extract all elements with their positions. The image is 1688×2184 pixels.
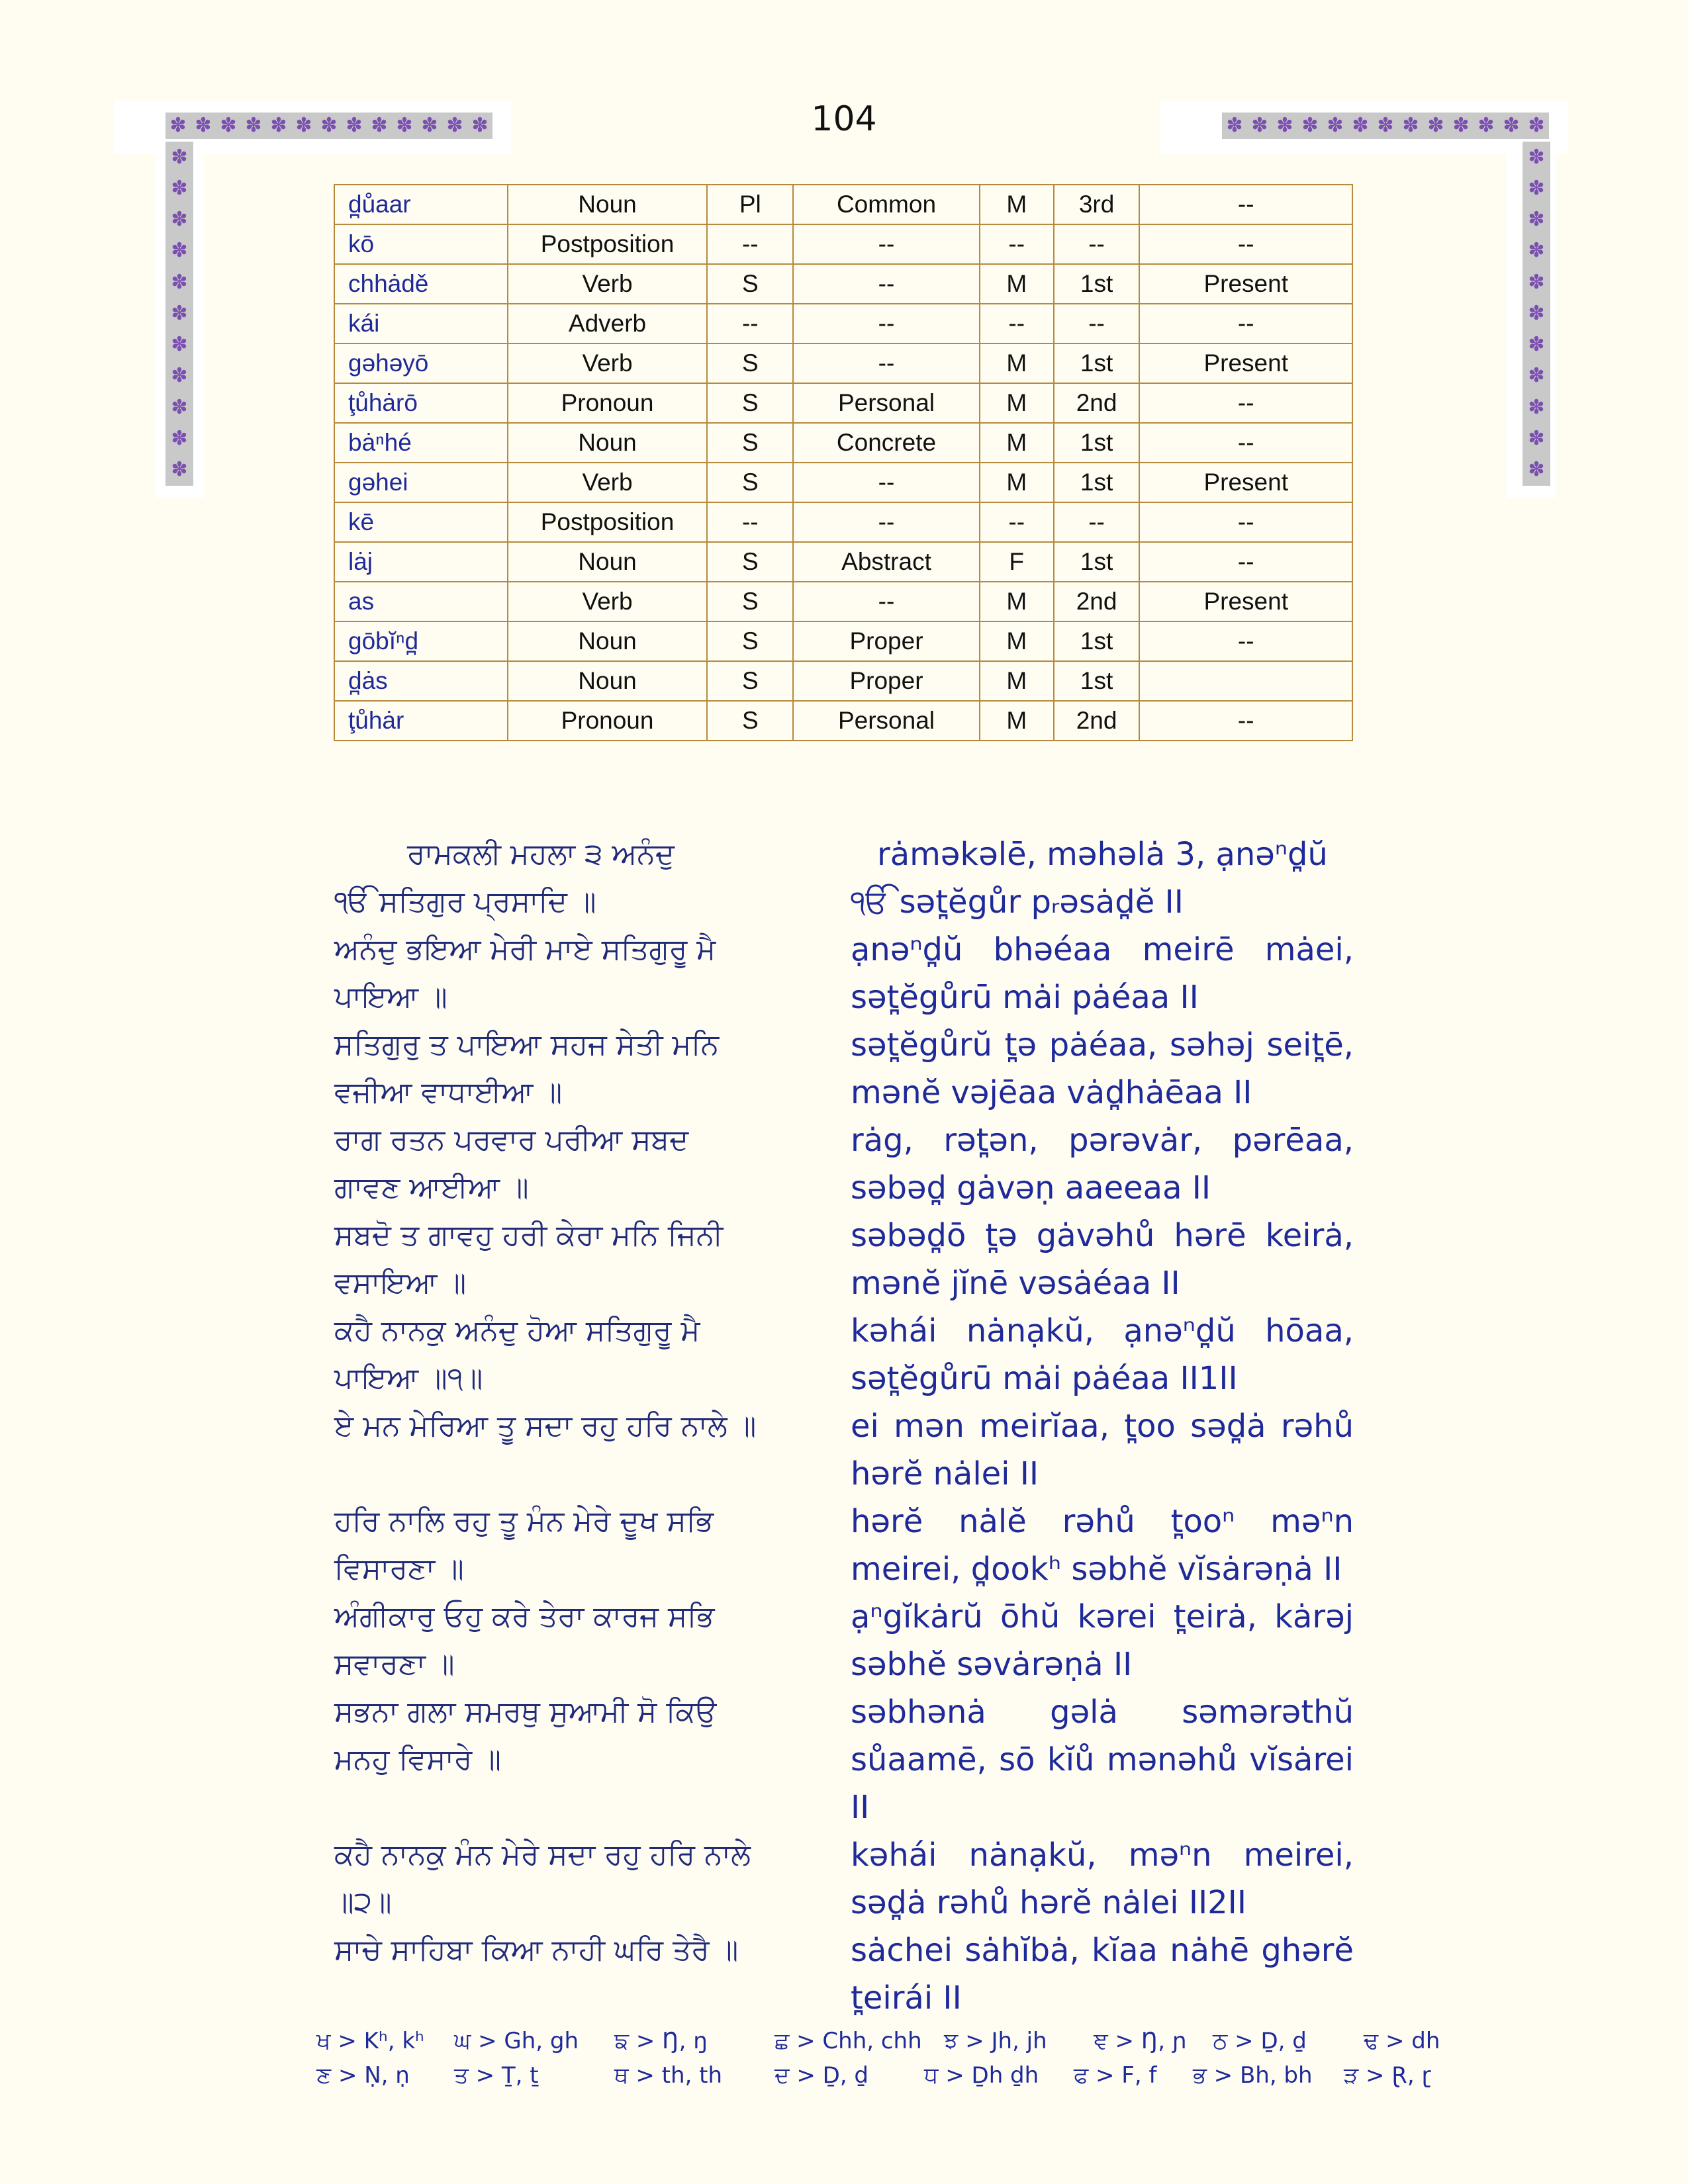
part-of-speech-cell: Postposition <box>508 224 708 264</box>
person-cell: 1st <box>1054 343 1140 383</box>
type-cell: -- <box>793 502 980 542</box>
purple-flower-icon: ✽ <box>1402 114 1419 137</box>
transliteration-text: rȧməkəlē, məhəlȧ 3, ạnəⁿd̪ŭ <box>877 836 1328 873</box>
tense-cell: Present <box>1139 582 1352 621</box>
verse-line <box>334 1831 1354 1927</box>
key-item: ਥ > th, th <box>614 2062 723 2089</box>
purple-flower-icon: ✽ <box>220 114 237 137</box>
flower-strip-top-right <box>1222 113 1549 139</box>
key-item: ਢ > dh <box>1364 2028 1440 2054</box>
part-of-speech-cell: Pronoun <box>508 701 708 741</box>
flower-strip-left <box>165 142 193 486</box>
word-cell: kō <box>334 224 508 264</box>
gender-cell: M <box>980 343 1054 383</box>
key-row <box>316 2058 1455 2093</box>
purple-flower-icon: ✽ <box>371 114 388 137</box>
part-of-speech-cell: Adverb <box>508 304 708 343</box>
purple-flower-icon: ✽ <box>346 114 363 137</box>
key-row <box>316 2024 1455 2058</box>
purple-flower-icon: ✽ <box>1276 114 1293 137</box>
number-cell: S <box>707 621 793 661</box>
tense-cell: -- <box>1139 423 1352 463</box>
transliteration-text: kəhái nȧnạkŭ, ạnəⁿd̪ŭ hōaa, sət̪ĕgůrū mȧi pȧéaa II1II <box>851 1312 1354 1397</box>
table-row <box>334 463 1352 502</box>
key-item: ੜ > Ɽ, ɽ <box>1344 2062 1431 2089</box>
gender-cell: M <box>980 582 1054 621</box>
purple-flower-icon: ✽ <box>171 427 188 451</box>
tense-cell: -- <box>1139 224 1352 264</box>
word-cell: chhȧdě <box>334 264 508 304</box>
transliteration-text: rȧg, rət̪ən, pərəvȧr, pərēaa, səbəd̪ gȧvəṇ aaeeaa II <box>851 1122 1354 1206</box>
transliteration-text: ạnəⁿd̪ŭ bhəéaa meirē mȧei, sət̪ĕgůrū mȧi pȧéaa II <box>851 931 1354 1016</box>
person-cell: 1st <box>1054 621 1140 661</box>
gender-cell: M <box>980 264 1054 304</box>
purple-flower-icon: ✽ <box>1528 364 1545 388</box>
verse-line <box>334 926 1354 1021</box>
verse-line <box>334 1593 1354 1688</box>
word-cell: ţůhȧrō <box>334 383 508 423</box>
purple-flower-icon: ✽ <box>1528 270 1545 294</box>
purple-flower-icon: ✽ <box>1427 114 1444 137</box>
table-row <box>334 343 1352 383</box>
gurmukhi-text: ਸਭਨਾ ਗਲਾ ਸਮਰਥੁ ਸੁਆਮੀ ਸੋ ਕਿਉ ਮਨਹੁ ਵਿਸਾਰੇ ॥ <box>334 1695 717 1776</box>
purple-flower-icon: ✽ <box>1226 114 1243 137</box>
gurmukhi-text: ਰਾਮਕਲੀ ਮਹਲਾ ੩ ਅਨੰਦੁ <box>407 837 675 871</box>
number-cell: S <box>707 463 793 502</box>
word-cell: d̪ůaar <box>334 185 508 224</box>
type-cell: Proper <box>793 621 980 661</box>
verse-line <box>334 1021 1354 1116</box>
gender-cell: -- <box>980 224 1054 264</box>
table-row <box>334 542 1352 582</box>
person-cell: -- <box>1054 502 1140 542</box>
purple-flower-icon: ✽ <box>1528 114 1545 137</box>
type-cell: -- <box>793 224 980 264</box>
key-item: ਞ > Ŋ, ɲ <box>1094 2028 1187 2054</box>
key-item: ਖ > Kʰ, kʰ <box>316 2028 424 2054</box>
transliteration-text: kəhái nȧnạkŭ, məⁿn meirei, səd̪ȧ rəhů hərĕ nȧlei II2II <box>851 1837 1354 1921</box>
key-item: ਘ > Gh, gh <box>454 2028 579 2054</box>
part-of-speech-cell: Noun <box>508 542 708 582</box>
purple-flower-icon: ✽ <box>171 458 188 482</box>
purple-flower-icon: ✽ <box>1452 114 1470 137</box>
gurmukhi-text: ਸਾਚੇ ਸਾਹਿਬਾ ਕਿਆ ਨਾਹੀ ਘਰਿ ਤੇਰੈ ॥ <box>334 1933 739 1967</box>
tense-cell: Present <box>1139 463 1352 502</box>
purple-flower-icon: ✽ <box>396 114 413 137</box>
purple-flower-icon: ✽ <box>1251 114 1268 137</box>
purple-flower-icon: ✽ <box>171 364 188 388</box>
table-row <box>334 701 1352 741</box>
gurmukhi-text: ਸਤਿਗੁਰੁ ਤ ਪਾਇਆ ਸਹਜ ਸੇਤੀ ਮਨਿ ਵਜੀਆ ਵਾਧਾਈਆ ॥ <box>334 1028 720 1109</box>
gender-cell: M <box>980 185 1054 224</box>
part-of-speech-cell: Verb <box>508 343 708 383</box>
word-cell: as <box>334 582 508 621</box>
key-item: ਠ > Ḏ, ḏ <box>1213 2028 1307 2054</box>
person-cell: 3rd <box>1054 185 1140 224</box>
verse-line <box>334 1116 1354 1212</box>
purple-flower-icon: ✽ <box>1528 145 1545 169</box>
type-cell: Personal <box>793 701 980 741</box>
type-cell: Abstract <box>793 542 980 582</box>
number-cell: -- <box>707 502 793 542</box>
purple-flower-icon: ✽ <box>171 270 188 294</box>
tense-cell <box>1139 661 1352 701</box>
type-cell: -- <box>793 304 980 343</box>
grammar-table <box>334 184 1353 741</box>
transliteration-text: ạⁿgĭkȧrŭ ōhŭ kərei t̪eirȧ, kȧrəj səbhĕ səvȧrəṇȧ II <box>851 1598 1354 1683</box>
purple-flower-icon: ✽ <box>1301 114 1319 137</box>
verse-line <box>334 878 1354 926</box>
gender-cell: M <box>980 463 1054 502</box>
purple-flower-icon: ✽ <box>1528 176 1545 200</box>
purple-flower-icon: ✽ <box>169 114 187 137</box>
page-number: 104 <box>811 99 877 139</box>
tense-cell: Present <box>1139 343 1352 383</box>
part-of-speech-cell: Noun <box>508 185 708 224</box>
word-cell: kē <box>334 502 508 542</box>
tense-cell: -- <box>1139 701 1352 741</box>
word-cell: kái <box>334 304 508 343</box>
gurmukhi-text: ਰਾਗ ਰਤਨ ਪਰਵਾਰ ਪਰੀਆ ਸਬਦ ਗਾਵਣ ਆਈਆ ॥ <box>334 1123 689 1205</box>
purple-flower-icon: ✽ <box>1528 458 1545 482</box>
key-item: ਫ > F, f <box>1074 2062 1157 2089</box>
purple-flower-icon: ✽ <box>195 114 212 137</box>
gender-cell: M <box>980 661 1054 701</box>
purple-flower-icon: ✽ <box>1377 114 1394 137</box>
gurmukhi-text: ਕਹੈ ਨਾਨਕੁ ਮੰਨ ਮੇਰੇ ਸਦਾ ਰਹੁ ਹਰਿ ਨਾਲੇ ॥੨॥ <box>334 1838 751 1919</box>
purple-flower-icon: ✽ <box>171 239 188 263</box>
gender-cell: M <box>980 701 1054 741</box>
number-cell: S <box>707 383 793 423</box>
number-cell: S <box>707 701 793 741</box>
gender-cell: -- <box>980 502 1054 542</box>
flower-strip-right <box>1523 142 1550 486</box>
table-row <box>334 264 1352 304</box>
tense-cell: Present <box>1139 264 1352 304</box>
key-item: ਧ > Ḏh ḏh <box>924 2062 1039 2089</box>
person-cell: 2nd <box>1054 582 1140 621</box>
person-cell: 1st <box>1054 542 1140 582</box>
person-cell: -- <box>1054 224 1140 264</box>
purple-flower-icon: ✽ <box>171 395 188 419</box>
number-cell: S <box>707 343 793 383</box>
part-of-speech-cell: Pronoun <box>508 383 708 423</box>
purple-flower-icon: ✽ <box>1503 114 1520 137</box>
part-of-speech-cell: Verb <box>508 582 708 621</box>
number-cell: Pl <box>707 185 793 224</box>
purple-flower-icon: ✽ <box>1528 427 1545 451</box>
verse-line <box>334 1927 1354 2022</box>
verse-line <box>334 831 1354 878</box>
verse-line <box>334 1402 1354 1498</box>
person-cell: 1st <box>1054 463 1140 502</box>
table-row <box>334 661 1352 701</box>
type-cell: Common <box>793 185 980 224</box>
person-cell: 2nd <box>1054 383 1140 423</box>
number-cell: S <box>707 582 793 621</box>
purple-flower-icon: ✽ <box>1528 333 1545 357</box>
number-cell: S <box>707 661 793 701</box>
purple-flower-icon: ✽ <box>1477 114 1495 137</box>
table-row <box>334 502 1352 542</box>
purple-flower-icon: ✽ <box>1528 239 1545 263</box>
tense-cell: -- <box>1139 502 1352 542</box>
table-row <box>334 383 1352 423</box>
tense-cell: -- <box>1139 621 1352 661</box>
purple-flower-icon: ✽ <box>421 114 438 137</box>
verse-line <box>334 1498 1354 1593</box>
gurmukhi-text: ਅਨੰਦੁ ਭਇਆ ਮੇਰੀ ਮਾਏ ਸਤਿਗੁਰੂ ਮੈ ਪਾਇਆ ॥ <box>334 933 716 1014</box>
gurmukhi-text: ਸਬਦੋ ਤ ਗਾਵਹੁ ਹਰੀ ਕੇਰਾ ਮਨਿ ਜਿਨੀ ਵਸਾਇਆ ॥ <box>334 1218 724 1300</box>
type-cell: -- <box>793 582 980 621</box>
gender-cell: F <box>980 542 1054 582</box>
type-cell: Personal <box>793 383 980 423</box>
part-of-speech-cell: Postposition <box>508 502 708 542</box>
person-cell: -- <box>1054 304 1140 343</box>
purple-flower-icon: ✽ <box>171 333 188 357</box>
tense-cell: -- <box>1139 383 1352 423</box>
key-item: ਛ > Chh, chh <box>774 2028 922 2054</box>
key-item: ਦ > Ḏ, ḏ <box>774 2062 868 2089</box>
purple-flower-icon: ✽ <box>1528 395 1545 419</box>
transliteration-text: hərĕ nȧlĕ rəhů t̪ooⁿ məⁿn meirei, d̪ookʰ səbhĕ vĭsȧrəṇȧ II <box>851 1503 1354 1588</box>
transliteration-text: səbəd̪ō t̪ə gȧvəhů hərē keirȧ, mənĕ jĭnē vəsȧéaa II <box>851 1217 1354 1302</box>
gurmukhi-text: ੴ ਸਤਿਗੁਰ ਪ੍ਰਸਾਦਿ ॥ <box>334 885 596 919</box>
gender-cell: M <box>980 423 1054 463</box>
verse-section <box>334 831 1354 2022</box>
part-of-speech-cell: Noun <box>508 621 708 661</box>
gurmukhi-text: ਅੰਗੀਕਾਰੁ ਓਹੁ ਕਰੇ ਤੇਰਾ ਕਾਰਜ ਸਭਿ ਸਵਾਰਣਾ ॥ <box>334 1600 715 1681</box>
person-cell: 1st <box>1054 661 1140 701</box>
number-cell: -- <box>707 304 793 343</box>
key-item: ਣ > Ṇ, ṇ <box>316 2062 410 2089</box>
word-cell: d̪ȧs <box>334 661 508 701</box>
word-cell: gəhei <box>334 463 508 502</box>
gurmukhi-text: ਏ ਮਨ ਮੇਰਿਆ ਤੂ ਸਦਾ ਰਹੁ ਹਰਿ ਨਾਲੇ ॥ <box>334 1409 757 1443</box>
person-cell: 1st <box>1054 423 1140 463</box>
table-row <box>334 621 1352 661</box>
table-row <box>334 423 1352 463</box>
verse-line <box>334 1212 1354 1307</box>
word-cell: ţůhȧr <box>334 701 508 741</box>
transliteration-text: ੴ sət̪ĕgůr pᵣəsȧd̪ĕ II <box>851 884 1184 921</box>
type-cell: -- <box>793 343 980 383</box>
purple-flower-icon: ✽ <box>1327 114 1344 137</box>
purple-flower-icon: ✽ <box>270 114 287 137</box>
table-row <box>334 582 1352 621</box>
verse-line <box>334 1688 1354 1831</box>
number-cell: S <box>707 542 793 582</box>
number-cell: S <box>707 264 793 304</box>
key-item: ਭ > Bh, bh <box>1193 2062 1313 2089</box>
type-cell: Proper <box>793 661 980 701</box>
transliteration-text: səbhənȧ gəlȧ səmərəthŭ sůaamē, sō kĭů mənəhů vĭsȧrei II <box>851 1694 1354 1826</box>
transliteration-text: ei mən meirĭaa, t̪oo səd̪ȧ rəhů hərĕ nȧlei II <box>851 1408 1354 1492</box>
purple-flower-icon: ✽ <box>1528 301 1545 325</box>
gender-cell: M <box>980 621 1054 661</box>
number-cell: -- <box>707 224 793 264</box>
gender-cell: M <box>980 383 1054 423</box>
word-cell: gəhəyō <box>334 343 508 383</box>
word-cell: gōbĭⁿd̪ <box>334 621 508 661</box>
key-item: ਝ > Jh, jh <box>944 2028 1047 2054</box>
purple-flower-icon: ✽ <box>446 114 463 137</box>
purple-flower-icon: ✽ <box>295 114 312 137</box>
purple-flower-icon: ✽ <box>171 176 188 200</box>
type-cell: -- <box>793 264 980 304</box>
flower-strip-top-left <box>165 113 492 139</box>
tense-cell: -- <box>1139 185 1352 224</box>
purple-flower-icon: ✽ <box>320 114 338 137</box>
gender-cell: -- <box>980 304 1054 343</box>
gurmukhi-text: ਹਰਿ ਨਾਲਿ ਰਹੁ ਤੂ ਮੰਨ ਮੇਰੇ ਦੂਖ ਸਭਿ ਵਿਸਾਰਣਾ ॥ <box>334 1504 714 1586</box>
part-of-speech-cell: Noun <box>508 423 708 463</box>
tense-cell: -- <box>1139 304 1352 343</box>
table-row <box>334 185 1352 224</box>
purple-flower-icon: ✽ <box>245 114 262 137</box>
part-of-speech-cell: Verb <box>508 463 708 502</box>
type-cell: -- <box>793 463 980 502</box>
purple-flower-icon: ✽ <box>171 145 188 169</box>
word-cell: lȧj <box>334 542 508 582</box>
transliteration-key <box>316 2024 1455 2093</box>
key-item: ਙ > Ŋ, ŋ <box>614 2028 708 2054</box>
table-row <box>334 224 1352 264</box>
transliteration-text: sət̪ĕgůrŭ t̪ə pȧéaa, səhəj seit̪ē, mənĕ vəjēaa vȧd̪hȧēaa II <box>851 1026 1354 1111</box>
purple-flower-icon: ✽ <box>1352 114 1369 137</box>
number-cell: S <box>707 423 793 463</box>
gurmukhi-text: ਕਹੈ ਨਾਨਕੁ ਅਨੰਦੁ ਹੋਆ ਸਤਿਗੁਰੂ ਮੈ ਪਾਇਆ ॥੧॥ <box>334 1314 700 1395</box>
word-cell: bȧⁿhé <box>334 423 508 463</box>
part-of-speech-cell: Noun <box>508 661 708 701</box>
purple-flower-icon: ✽ <box>171 208 188 232</box>
key-item: ਤ > Ṯ, ṯ <box>454 2062 539 2089</box>
verse-line <box>334 1307 1354 1402</box>
tense-cell: -- <box>1139 542 1352 582</box>
purple-flower-icon: ✽ <box>471 114 489 137</box>
transliteration-text: sȧchei sȧhĭbȧ, kĭaa nȧhē ghərĕ t̪eirái II <box>851 1932 1354 2017</box>
table-row <box>334 304 1352 343</box>
type-cell: Concrete <box>793 423 980 463</box>
purple-flower-icon: ✽ <box>171 301 188 325</box>
person-cell: 2nd <box>1054 701 1140 741</box>
person-cell: 1st <box>1054 264 1140 304</box>
part-of-speech-cell: Verb <box>508 264 708 304</box>
purple-flower-icon: ✽ <box>1528 208 1545 232</box>
